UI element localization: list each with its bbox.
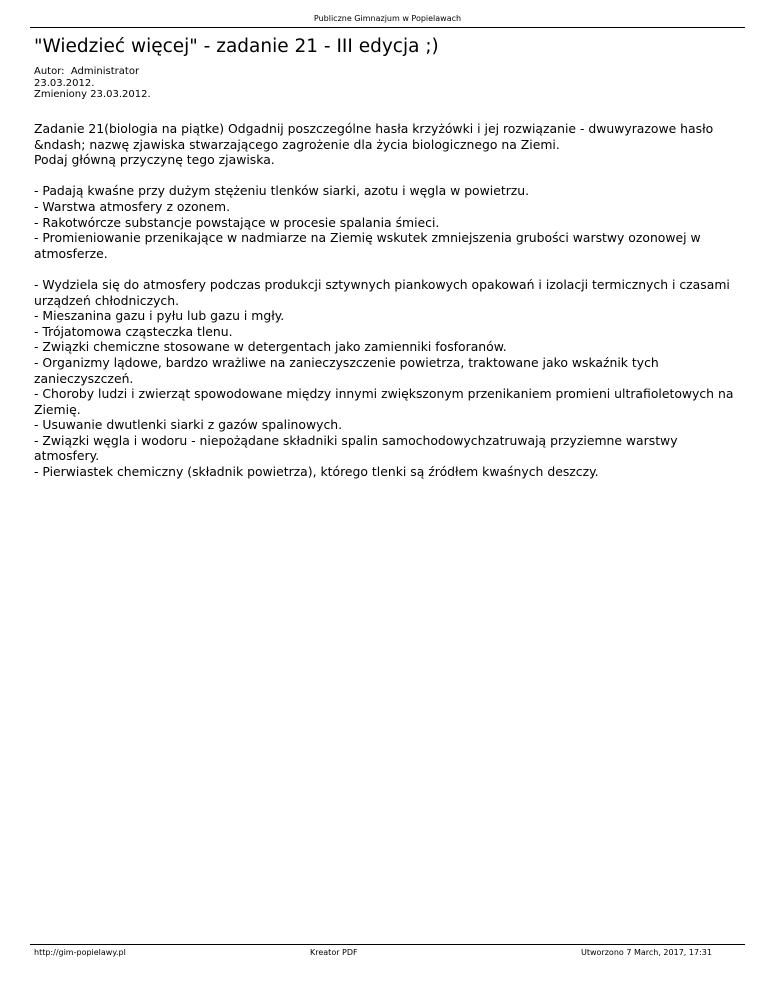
clue-item: - Padają kwaśne przy dużym stężeniu tlenków siarki, azotu i węgla w powietrzu. bbox=[34, 183, 530, 199]
clue-item: - Usuwanie dwutlenki siarki z gazów spalinowych. bbox=[34, 417, 343, 433]
header-divider bbox=[30, 27, 745, 28]
footer-created: Utworzono 7 March, 2017, 17:31 bbox=[581, 948, 712, 957]
modified-line: Zmieniony 23.03.2012. bbox=[34, 89, 151, 100]
task-intro: Zadanie 21(biologia na piątke) Odgadnij poszczególne hasła krzyżówki i jej rozwiązanie - dwuwyrazowe hasło &ndash; nazwę zjawiska stwarzającego zagrożenie dla życia biologicznego na Ziemi. bbox=[34, 121, 714, 152]
footer-generator: Kreator PDF bbox=[310, 948, 358, 957]
article-meta bbox=[34, 66, 151, 101]
footer-url: http://gim-popielawy.pl bbox=[34, 948, 126, 957]
task-question: Podaj główną przyczynę tego zjawiska. bbox=[34, 152, 275, 168]
date-line: 23.03.2012. bbox=[34, 77, 95, 89]
article-title: "Wiedzieć więcej" - zadanie 21 - III edycja ;) bbox=[34, 36, 439, 57]
article-body bbox=[34, 121, 739, 480]
clue-item: - Pierwiastek chemiczny (składnik powietrza), którego tlenki są źródłem kwaśnych deszczy. bbox=[34, 464, 599, 480]
author-line: Autor: Administrator bbox=[34, 66, 140, 77]
clue-item: - Mieszanina gazu i pyłu lub gazu i mgły. bbox=[34, 308, 285, 324]
clue-item: - Rakotwórcze substancje powstające w procesie spalania śmieci. bbox=[34, 214, 440, 230]
clue-item: - Choroby ludzi i zwierząt spowodowane między innymi zwiększonym przenikaniem promieni ultrafioletowych na Ziemię. bbox=[34, 386, 734, 417]
clue-item: - Trójatomowa cząsteczka tlenu. bbox=[34, 323, 233, 339]
clue-item: - Wydziela się do atmosfery podczas produkcji sztywnych piankowych opakowań i izolacji termicznych i czasami urządzeń chłodniczych. bbox=[34, 276, 730, 308]
clue-item: - Związki chemiczne stosowane w detergentach jako zamienniki fosforanów. bbox=[34, 339, 507, 355]
clue-item: - Związki węgla i wodoru - niepożądane składniki spalin samochodowychzatruwają przyziemne warstwy atmosfery. bbox=[34, 432, 678, 464]
page-header: Publiczne Gimnazjum w Popielawach bbox=[313, 14, 462, 23]
clue-item: - Warstwa atmosfery z ozonem. bbox=[34, 198, 231, 214]
clue-item: - Organizmy lądowe, bardzo wrażliwe na zanieczyszczenie powietrza, traktowane jako wskaźnik tych zanieczyszczeń. bbox=[34, 354, 659, 386]
footer-divider bbox=[30, 944, 745, 945]
clue-item: - Promieniowanie przenikające w nadmiarze na Ziemię wskutek zmniejszenia grubości warstwy ozonowej w atmosferze. bbox=[34, 230, 701, 261]
